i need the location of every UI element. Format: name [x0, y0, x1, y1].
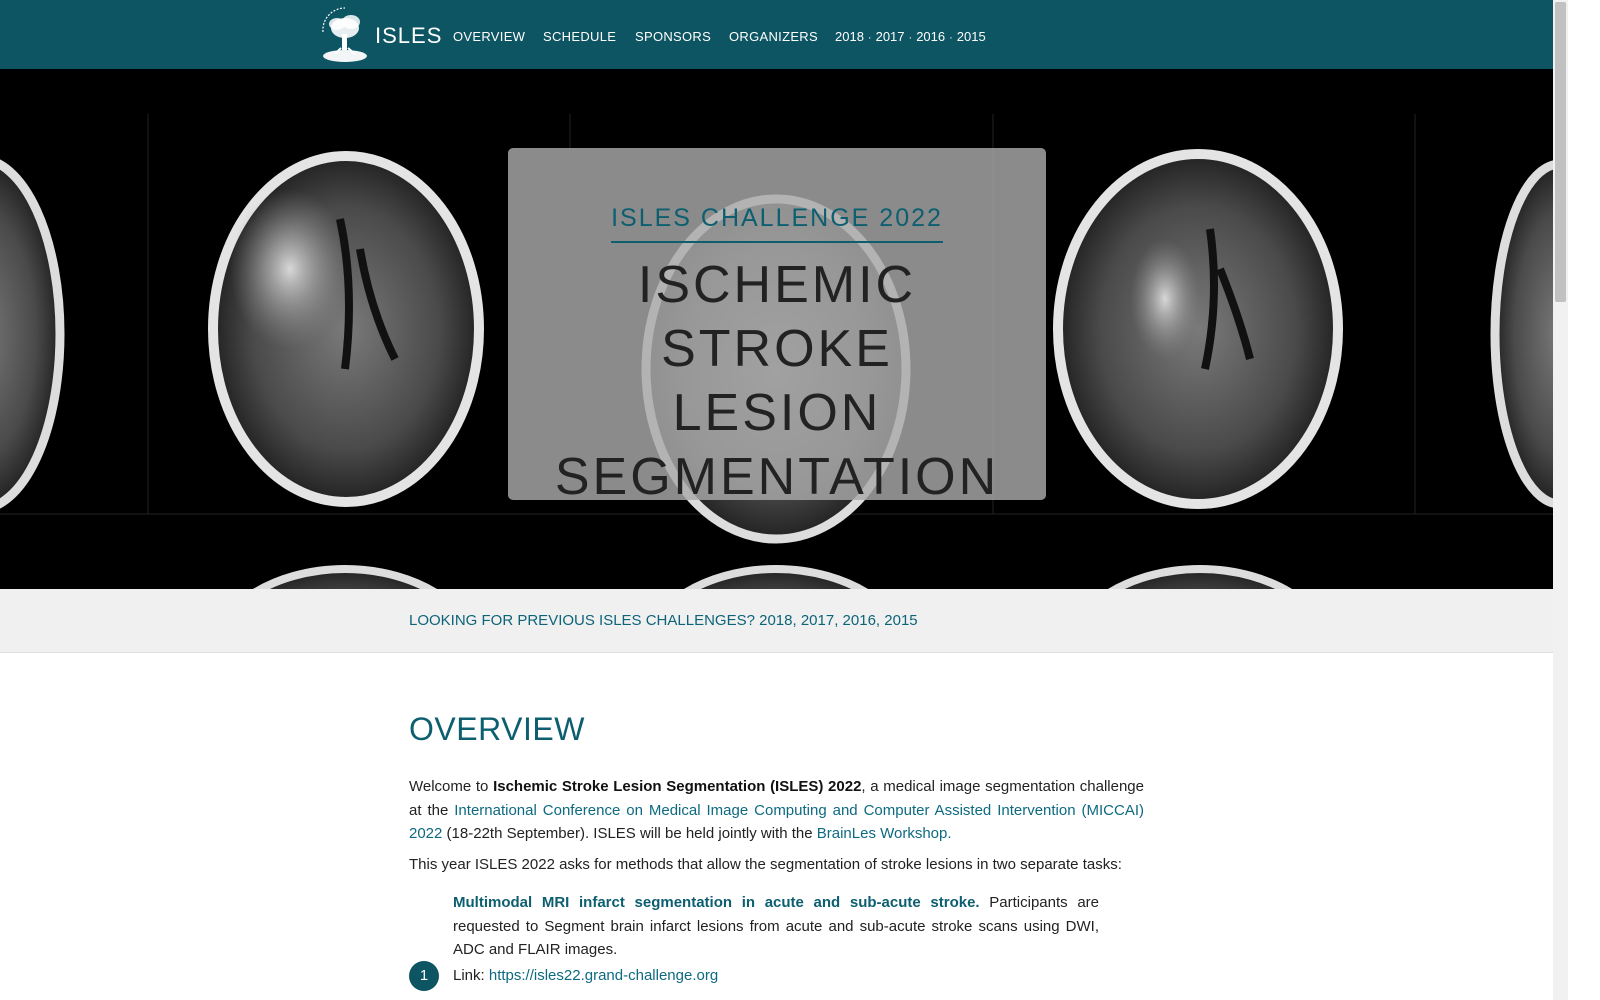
- nav-schedule[interactable]: SCHEDULE: [543, 29, 617, 44]
- year-separator: ·: [949, 32, 953, 44]
- previous-link-2017[interactable]: 2017: [800, 612, 835, 629]
- hero-title-line-1: ISCHEMIC STROKE: [637, 256, 917, 378]
- task-1-link[interactable]: https://isles22.grand-challenge.org: [488, 967, 719, 984]
- brainles-link[interactable]: BrainLes Workshop.: [816, 825, 952, 842]
- year-separator: ·: [867, 32, 872, 44]
- intro-challenge-name: Ischemic Stroke Lesion Segmentation (ISLES) 2022: [493, 778, 862, 795]
- hero-title-card: [508, 148, 1046, 506]
- task-1-text: Participants are requested to Segment brain infarct lesions from acute and sub-acute stroke scans using DWI, ADC and FLAIR images.: [453, 894, 1100, 958]
- intro-after: (18-22th September). ISLES will be held jointly with the: [446, 825, 813, 842]
- task-1-link-row: [453, 967, 718, 984]
- hero-banner: [0, 69, 1553, 589]
- nav-year-2016[interactable]: 2016: [916, 29, 946, 44]
- task-1-link-label: Link:: [453, 967, 485, 984]
- nav-year-2018[interactable]: 2018: [835, 29, 864, 44]
- hero-title: [508, 253, 1046, 509]
- scrollbar-thumb[interactable]: [1555, 2, 1566, 302]
- overview-tasks-intro: This year ISLES 2022 asks for methods that allow the segmentation of stroke lesions in two separate tasks:: [409, 856, 1122, 873]
- task-1-number-badge: 1: [409, 961, 439, 991]
- hero-kicker: ISLES CHALLENGE 2022: [611, 204, 943, 243]
- miccai-link[interactable]: International Conference on Medical Image Computing and Computer Assisted Intervention (MICCAI) 2022: [409, 801, 1145, 842]
- nav-year-2015[interactable]: 2015: [956, 29, 986, 44]
- tree-logo-icon[interactable]: [315, 4, 371, 64]
- nav-organizers[interactable]: ORGANIZERS: [729, 29, 818, 44]
- hero-title-line-2: LESION: [672, 384, 882, 442]
- nav-year-2017[interactable]: 2017: [875, 29, 905, 44]
- task-1-description: [453, 891, 1099, 962]
- brand-name[interactable]: ISLES: [375, 23, 443, 48]
- nav-sponsors[interactable]: SPONSORS: [635, 29, 712, 44]
- top-navbar: [0, 0, 1553, 70]
- overview-intro-paragraph: [409, 775, 1144, 846]
- hero-title-line-3: SEGMENTATION: [554, 448, 1000, 506]
- intro-welcome: Welcome to: [409, 778, 489, 795]
- task-1-title[interactable]: Multimodal MRI infarct segmentation in acute and sub-acute stroke.: [453, 894, 980, 911]
- previous-link-2015[interactable]: 2015: [884, 612, 918, 629]
- previous-challenges-bar: [0, 589, 1553, 653]
- previous-challenges-prefix: LOOKING FOR PREVIOUS ISLES CHALLENGES?: [409, 612, 755, 629]
- nav-overview[interactable]: OVERVIEW: [453, 29, 526, 44]
- nav-years: [835, 29, 986, 44]
- year-separator: ·: [908, 32, 913, 44]
- previous-link-2018[interactable]: 2018: [759, 612, 793, 629]
- previous-link-2016[interactable]: 2016: [842, 612, 876, 629]
- overview-heading: OVERVIEW: [409, 711, 585, 747]
- previous-challenges-text: LOOKING FOR PREVIOUS ISLES CHALLENGES? 2018, 2017, 2016, 2015: [409, 612, 918, 629]
- intro-mid: , a medical image segmentation challenge at the: [409, 778, 1144, 819]
